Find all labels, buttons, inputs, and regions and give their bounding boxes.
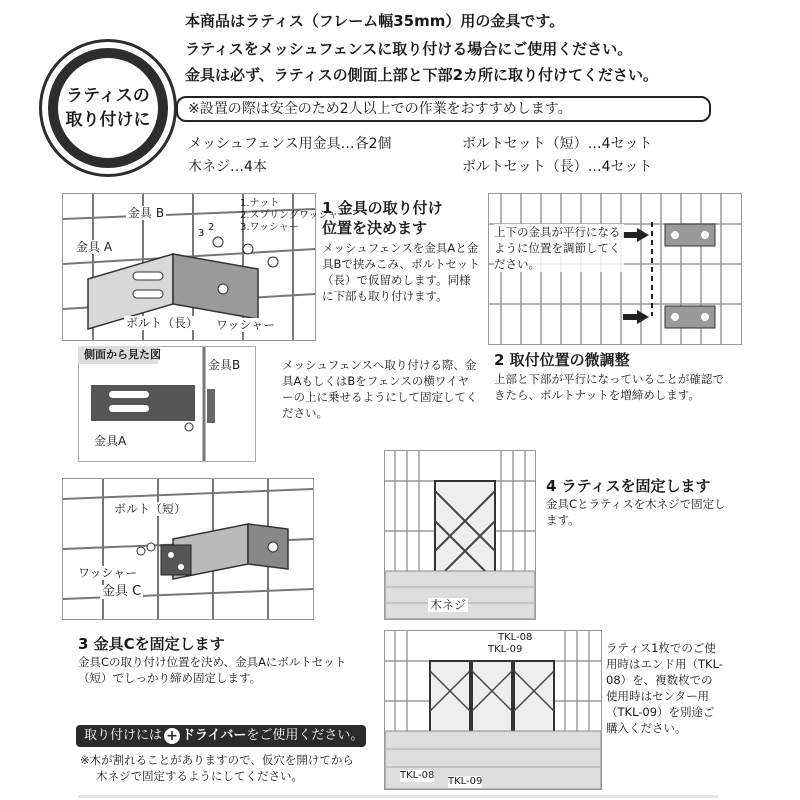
side-view-title: 側面から見た図	[78, 346, 158, 364]
badge-line-2: 取り付けに	[65, 110, 151, 130]
step1-title-line-1: 1 金具の取り付け	[322, 199, 443, 217]
step3-text: 金具Cの取り付け位置を決め、金具Aにボルトセット（短）でしっかり締め固定します。	[78, 655, 347, 685]
step3-title: 3 金具Cを固定します	[78, 635, 225, 653]
step4-text: 金具Cとラティスを木ネジで固定します。	[546, 497, 726, 527]
safety-note: ※設置の際は安全のため2人以上での作業をおすすめします。	[188, 101, 572, 117]
step1-label-b: 金具 B	[128, 206, 165, 220]
step1-label-washer: ワッシャー	[216, 318, 276, 332]
parts-item-2: 木ネジ…4本	[188, 159, 267, 175]
tool-notice-name: ドライバー	[182, 728, 247, 743]
step4-title: 4 ラティスを固定します	[546, 477, 711, 495]
tkl-top-label-2: TKL-09	[488, 644, 523, 655]
bottom-divider	[78, 795, 718, 798]
section-badge-label	[58, 58, 158, 158]
footer-note-line-1: ※木が割れることがありますので、仮穴を開けてから	[80, 753, 354, 767]
step4-drawing	[385, 451, 535, 619]
step2-title: 2 取付位置の微調整	[494, 351, 630, 369]
tkl-top-label-1: TKL-08	[498, 632, 533, 643]
step1-num-2: 2	[208, 222, 215, 233]
tkl-bottom-label-2: TKL-09	[448, 776, 483, 787]
side-view-label-a: 金具A	[94, 434, 127, 448]
parts-item-1: メッシュフェンス用金具…各2個	[188, 136, 392, 152]
step1-title-line-2: 位置を決めます	[322, 219, 428, 237]
header-line-2: ラティスをメッシュフェンスに取り付ける場合にご使用ください。	[185, 40, 633, 58]
step1-label-a: 金具 A	[76, 240, 113, 254]
step1-num-3: 3	[198, 228, 205, 239]
footer-note-line-2: 木ネジで固定するようにしてください。	[96, 769, 303, 783]
step4-label-screw: 木ネジ	[430, 598, 467, 612]
tkl-text: ラティス1枚でのご使用時はエンド用（TKL-08）を、複数枚での使用時はセンター用（TKL-09）を別途ご購入ください。	[606, 641, 723, 735]
tool-notice-pre: 取り付けには	[84, 728, 163, 743]
badge-line-1: ラティスの	[66, 86, 150, 106]
step1-legend-1: 1.ナット	[240, 198, 280, 209]
step2-text: 上部と下部が平行になっていることが確認できたら、ボルトナットを増締めします。	[494, 372, 724, 402]
header-line-1: 本商品はラティス（フレーム幅35mm）用の金具です。	[185, 12, 565, 30]
step3-label-washer: ワッシャー	[78, 566, 138, 580]
step1-text: メッシュフェンスを金具Aと金具Bで挟みこみ、ボルトセット（長）で仮留めします。同様に下部も取り付けます。	[322, 241, 480, 303]
step1-legend-2: 2.スプリングワッシャー	[240, 210, 349, 221]
parts-item-4: ボルトセット（長）…4セット	[462, 159, 653, 175]
step4-illustration	[384, 450, 536, 620]
tkl-bottom-label-1: TKL-08	[400, 770, 435, 781]
tool-notice-post: をご使用ください。	[246, 728, 364, 743]
side-view-text: メッシュフェンスへ取り付ける際、金具AもしくはBをフェンスの横ワイヤーの上に乗せるようにして固定してください。	[282, 358, 478, 420]
step1-legend-3: 3.ワッシャー	[240, 222, 299, 233]
step3-label-bolt: ボルト（短）	[114, 502, 187, 516]
step3-label-c: 金具 C	[102, 584, 142, 599]
header-line-3: 金具は必ず、ラティスの側面上部と下部2カ所に取り付けてください。	[185, 66, 659, 84]
screwdriver-plus-icon: +	[164, 728, 180, 744]
tool-notice-bar	[76, 725, 366, 747]
step1-label-bolt: ボルト（長）	[126, 316, 199, 330]
step2-panel-text: 上下の金具が平行になるように位置を調節してください。	[494, 224, 624, 272]
parts-item-3: ボルトセット（短）…4セット	[462, 136, 653, 152]
side-view-label-b: 金具B	[208, 358, 241, 372]
